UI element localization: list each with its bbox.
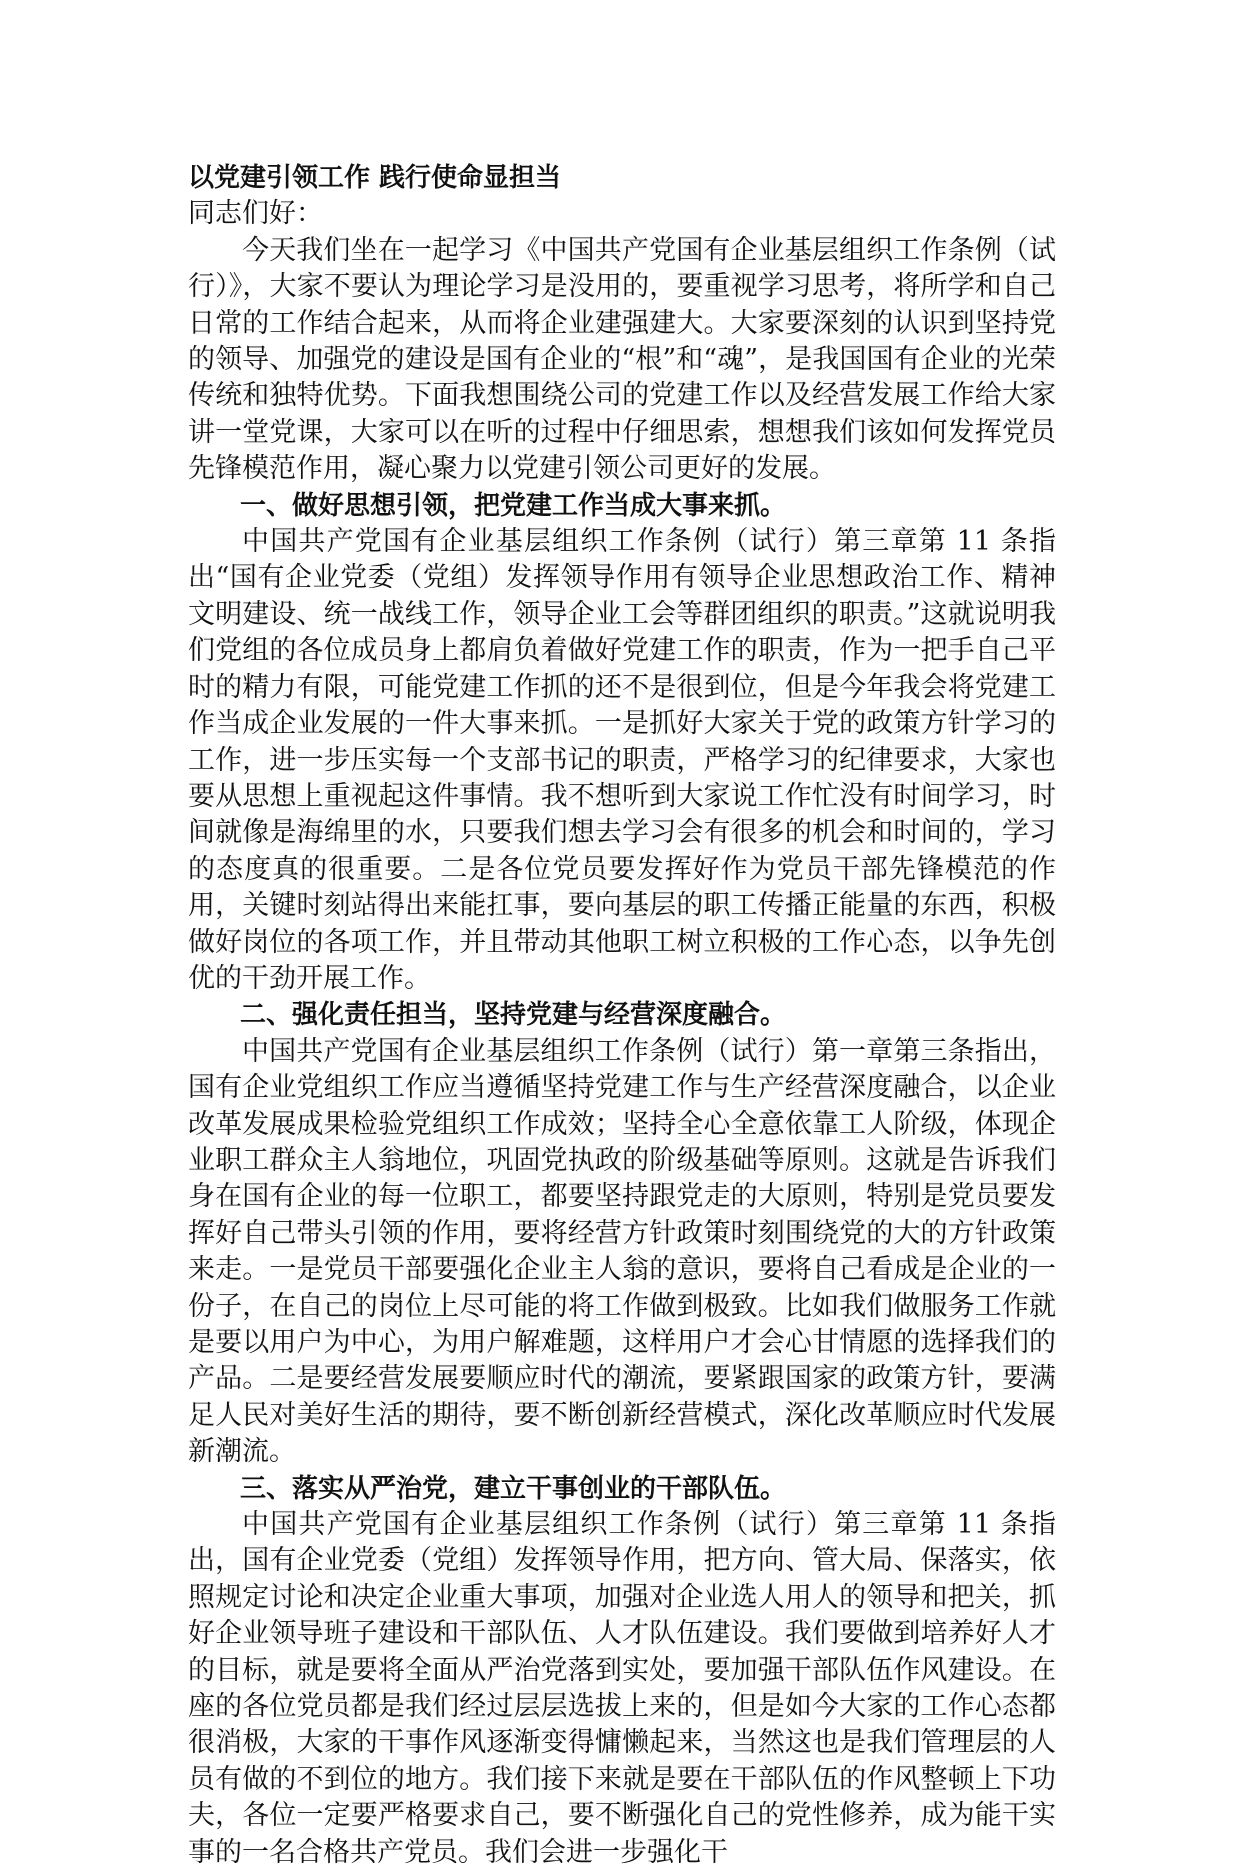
intro-paragraph: 今天我们坐在一起学习《中国共产党国有企业基层组织工作条例（试行）》，大家不要认为理论学习是没用的，要重视学习思考，将所学和自己日常的工作结合起来，从而将企业建强建大。大家要深刻的认识到坚持党的领导、加强党的建设是国有企业的“根”和“魂”，是我国国有企业的光荣传统和独特优势。下面我想围绕公司的党建工作以及经营发展工作给大家讲一堂党课，大家可以在听的过程中仔细思索，想想我们该如何发挥党员先锋模范作用，凝心聚力以党建引领公司更好的发展。: [188, 234, 1056, 485]
section-heading-2: 二、强化责任担当，坚持党建与经营深度融合。: [240, 1000, 787, 1031]
section-heading-3: 三、落实从严治党，建立干事创业的干部队伍。: [240, 1473, 787, 1504]
section-heading-1: 一、做好思想引领，把党建工作当成大事来抓。: [240, 490, 787, 521]
section-body-2: 中国共产党国有企业基层组织工作条例（试行）第一章第三条指出，国有企业党组织工作应当遵循坚持党建工作与生产经营深度融合，以企业改革发展成果检验党组织工作成效；坚持全心全意依靠工人阶级，体现企业职工群众主人翁地位，巩固党执政的阶级基础等原则。这就是告诉我们身在国有企业的每一位职工，都要坚持跟党走的大原则，特别是党员要发挥好自己带头引领的作用，要将经营方针政策时刻围绕党的大的方针政策来走。一是党员干部要强化企业主人翁的意识，要将自己看成是企业的一份子，在自己的岗位上尽可能的将工作做到极致。比如我们做服务工作就是要以用户为中心，为用户解难题，这样用户才会心甘情愿的选择我们的产品。二是要经营发展要顺应时代的潮流，要紧跟国家的政策方针，要满足人民对美好生活的期待，要不断创新经营模式，深化改革顺应时代发展新潮流。: [188, 1035, 1056, 1468]
document-body: [188, 160, 1056, 1871]
section-body-1: 中国共产党国有企业基层组织工作条例（试行）第三章第 11 条指出“国有企业党委（党组）发挥领导作用有领导企业思想政治工作、精神文明建设、统一战线工作，领导企业工会等群团组织的职责。”这就说明我们党组的各位成员身上都肩负着做好党建工作的职责，作为一把手自己平时的精力有限，可能党建工作抓的还不是很到位，但是今年我会将党建工作当成企业发展的一件大事来抓。一是抓好大家关于党的政策方针学习的工作，进一步压实每一个支部书记的职责，严格学习的纪律要求，大家也要从思想上重视起这件事情。我不想听到大家说工作忙没有时间学习，时间就像是海绵里的水，只要我们想去学习会有很多的机会和时间的，学习的态度真的很重要。二是各位党员要发挥好作为党员干部先锋模范的作用，关键时刻站得出来能扛事，要向基层的职工传播正能量的东西，积极做好岗位的各项工作，并且带动其他职工树立积极的工作心态，以争先创优的干劲开展工作。: [188, 526, 1056, 994]
greeting: 同志们好：: [188, 198, 323, 230]
section-body-3: 中国共产党国有企业基层组织工作条例（试行）第三章第 11 条指出，国有企业党委（党组）发挥领导作用，把方向、管大局、保落实，依照规定讨论和决定企业重大事项，加强对企业选人用人的领导和把关，抓好企业领导班子建设和干部队伍、人才队伍建设。我们要做到培养好人才的目标，就是要将全面从严治党落到实处，要加强干部队伍作风建设。在座的各位党员都是我们经过层层选拔上来的，但是如今大家的工作心态都很消极，大家的干事作风逐渐变得慵懒起来，当然这也是我们管理层的人员有做的不到位的地方。我们接下来就是要在干部队伍的作风整顿上下功夫，各位一定要严格要求自己，要不断强化自己的党性修养，成为能干实事的一名合格共产党员。我们会进一步强化干: [188, 1509, 1056, 1868]
document-title: 以党建引领工作 践行使命显担当: [188, 163, 562, 193]
